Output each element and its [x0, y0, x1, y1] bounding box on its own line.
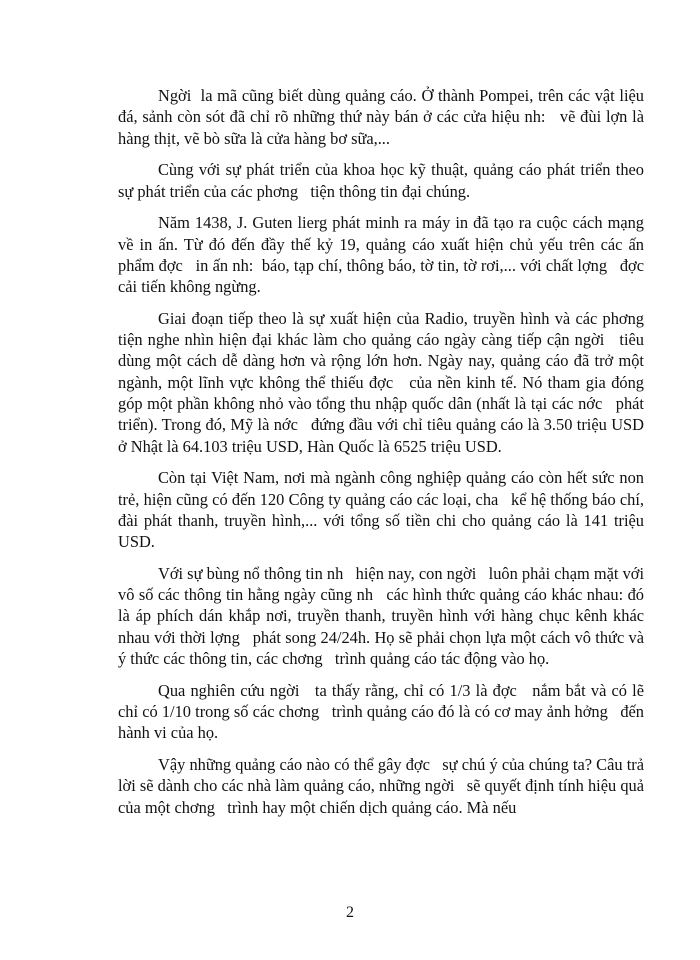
paragraph-7: Qua nghiên cứu ngời ta thấy rằng, chỉ có 1/3 là đợc nắm bắt và có lẽ chỉ có 1/10 trong số các chơng trình quảng cáo đó là có cơ may ảnh hởng đến hành vi của họ. — [118, 680, 649, 743]
paragraph-8: Vậy những quảng cáo nào có thể gây đợc sự chú ý của chúng ta? Câu trả lời sẽ dành cho các nhà làm quảng cáo, những ngời sẽ quyết định tính hiệu quả của một chơng trình hay một chiến dịch quảng cáo. Mà nếu — [118, 755, 649, 817]
page-number: 2 — [346, 904, 354, 921]
paragraph-2: Cùng với sự phát triển của khoa học kỹ thuật, quảng cáo phát triển theo sự phát triển của các phơng tiện thông tin đại chúng. — [118, 160, 649, 201]
paragraph-4: Giai đoạn tiếp theo là sự xuất hiện của Radio, truyền hình và các phơng tiện nghe nhìn hiện đại khác làm cho quảng cáo ngày càng tiếp cận ngời tiêu dùng một cách dễ dàng hơn và rộng lớn hơn. Ngày nay, quảng cáo đã trở một ngành, một lĩnh vực không thể thiếu đợc của nền kinh tế. Nó tham gia đóng góp một phần không nhỏ vào tổng thu nhập quốc dân (nhất là tại các nớc phát triển). Trong đó, Mỹ là nớc đứng đầu với chỉ tiêu quảng cáo là 3.50 triệu USD ở Nhật là 64.103 triệu USD, Hàn Quốc là 6525 triệu USD. — [118, 308, 657, 456]
body-text — [118, 85, 657, 828]
paragraph-5: Còn tại Việt Nam, nơi mà ngành công nghiệp quảng cáo còn hết sức non trẻ, hiện cũng có đến 120 Công ty quảng cáo các loại, cha kể hệ thống báo chí, đài phát thanh, truyền hình,... với tổng số tiền chi cho quảng cáo là 141 triệu USD. — [118, 468, 649, 552]
paragraph-1: Ngời la mã cũng biết dùng quảng cáo. Ở thành Pompei, trên các vật liệu đá, sảnh còn sót đã chỉ rõ những thứ này bán ở các cửa hiệu nh: vẽ đùi lợn là hàng thịt, vẽ bò sữa là cửa hàng bơ sữa,... — [118, 86, 649, 148]
paragraph-3: Năm 1438, J. Guten lierg phát minh ra máy in đã tạo ra cuộc cách mạng về in ấn. Từ đó đến đầy thế kỷ 19, quảng cáo xuất hiện chủ yếu trên các ấn phẩm đợc in ấn nh: báo, tạp chí, thông báo, tờ tin, tờ rơi,... với chất lợng đợc cải tiến không ngừng. — [118, 213, 657, 297]
paragraph-6: Với sự bùng nổ thông tin nh hiện nay, con ngời luôn phải chạm mặt với vô số các thông tin hằng ngày cũng nh các hình thức quảng cáo khác nhau: đó là áp phích dán khắp nơi, truyền thanh, truyền hình với hàng chục kênh khác nhau với thời lợng phát song 24/24h. Họ sẽ phải chọn lựa một cách vô thức và ý thức các thông tin, các chơng trình quảng cáo tác động vào họ. — [118, 563, 649, 669]
